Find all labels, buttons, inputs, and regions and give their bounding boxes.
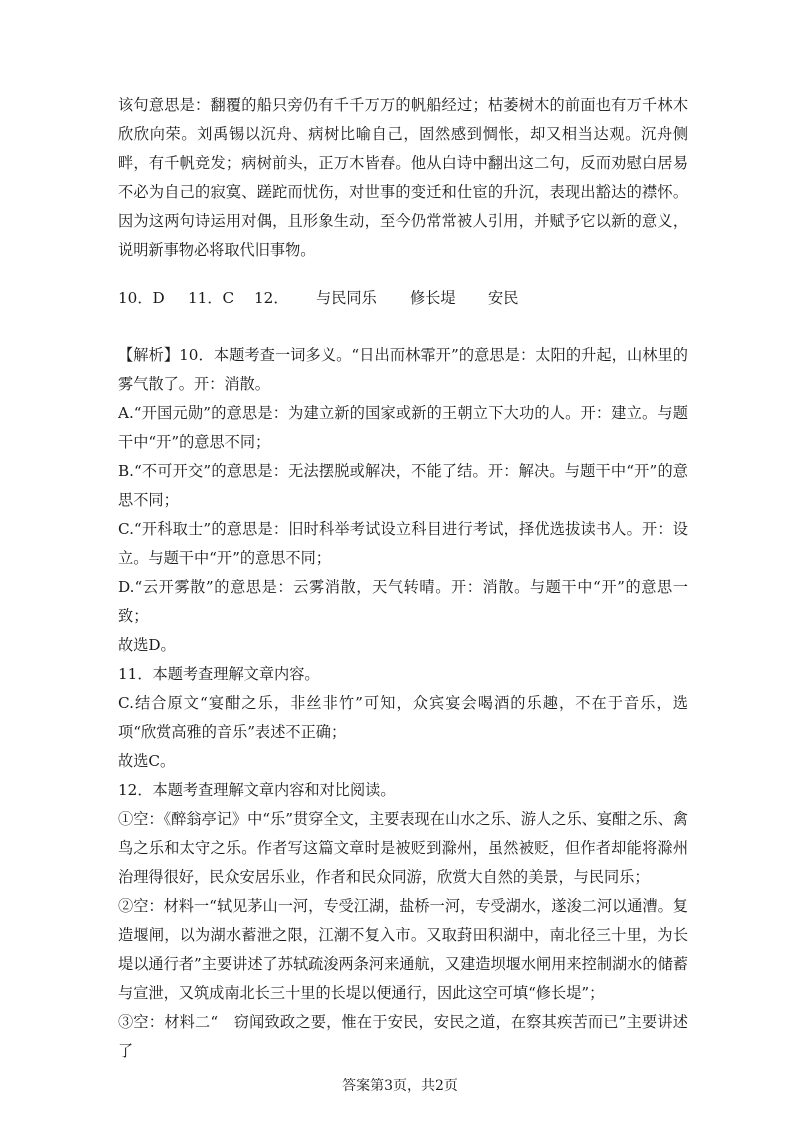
q11-option-c: C.结合原文“宴酣之乐，非丝非竹”可知，众宾宴会喝酒的乐趣，不在于音乐，选项“欣赏高雅的音乐”表述不正确； — [118, 694, 688, 741]
analysis-section — [118, 341, 688, 1066]
analysis-intro: 【解析】10．本题考查一词多义。“日出而林霏开”的意思是：太阳的升起，山林里的雾气散了。开：消散。 — [118, 346, 688, 393]
q10-answer: 故选D。 — [118, 636, 176, 654]
explanation-text: 该句意思是：翻覆的船只旁仍有千千万万的帆船经过；枯萎树木的前面也有万千林木欣欣向荣。刘禹锡以沉舟、病树比喻自己，固然感到惆怅，却又相当达观。沉舟侧畔，有千帆竞发；病树前头，正万木皆春。他从白诗中翻出这二句，反而劝慰白居易不必为自己的寂寞、蹉跎而忧伤，对世事的变迁和仕宦的升沉，表现出豁达的襟怀。因为这两句诗运用对偶，且形象生动，至今仍常常被人引用，并赋予它以新的意义，说明新事物必将取代旧事物。 — [118, 96, 688, 259]
option-b: B.“不可开交”的意思是：无法摆脱或解决，不能了结。开：解决。与题干中“开”的意思不同； — [118, 462, 688, 509]
answer-q10: 10．D — [118, 289, 165, 307]
page-footer: 答案第3页，共2页 — [342, 1078, 458, 1094]
q12-blank-2-explanation: ②空：材料一“轼见茅山一河，专受江湖，盐桥一河，专受湖水，遂浚二河以通漕。复造堰闸，以为湖水蓄泄之限，江潮不复入市。又取葑田积湖中，南北径三十里，为长堤以通行者”主要讲述了苏轼疏浚两条河来通航，又建造坝堰水闸用来控制湖水的储蓄与宣泄，又筑成南北长三十里的长堤以便通行，因此这空可填“修长堤”； — [118, 897, 688, 1002]
q12-blank-1-explanation: ①空：《醉翁亭记》中“乐”贯穿全文，主要表现在山水之乐、游人之乐、宴酣之乐、禽鸟之乐和太守之乐。作者写这篇文章时是被贬到滁州，虽然被贬，但作者却能将滁州治理得很好，民众安居乐业，作者和民众同游，欣赏大自然的美景，与民同乐； — [118, 810, 688, 886]
answer-blank-3: 安民 — [488, 289, 519, 307]
answer-blank-2: 修长堤 — [410, 289, 456, 307]
q12-blank-3-explanation: ③空：材料二“ 窃闻致政之要，惟在于安民，安民之道，在察其疾苦而已”主要讲述了 — [118, 1013, 688, 1060]
answer-q11: 11．C — [188, 289, 235, 307]
answer-blank-1: 与民同乐 — [316, 289, 377, 307]
option-d: D.“云开雾散”的意思是：云雾消散，天气转晴。开：消散。与题干中“开”的意思一致； — [118, 578, 688, 625]
q11-heading: 11．本题考查理解文章内容。 — [118, 665, 320, 683]
answer-line — [118, 284, 688, 313]
option-a: A.“开国元勋”的意思是：为建立新的国家或新的王朝立下大功的人。开：建立。与题干中“开”的意思不同； — [118, 404, 688, 451]
option-c: C.“开科取士”的意思是：旧时科举考试设立科目进行考试，择优选拔读书人。开：设立。与题干中“开”的意思不同； — [118, 520, 688, 567]
q12-heading: 12．本题考查理解文章内容和对比阅读。 — [118, 781, 396, 799]
explanation-paragraph — [118, 91, 688, 265]
answer-q12-label: 12． — [254, 289, 289, 307]
q11-answer: 故选C。 — [118, 752, 176, 770]
